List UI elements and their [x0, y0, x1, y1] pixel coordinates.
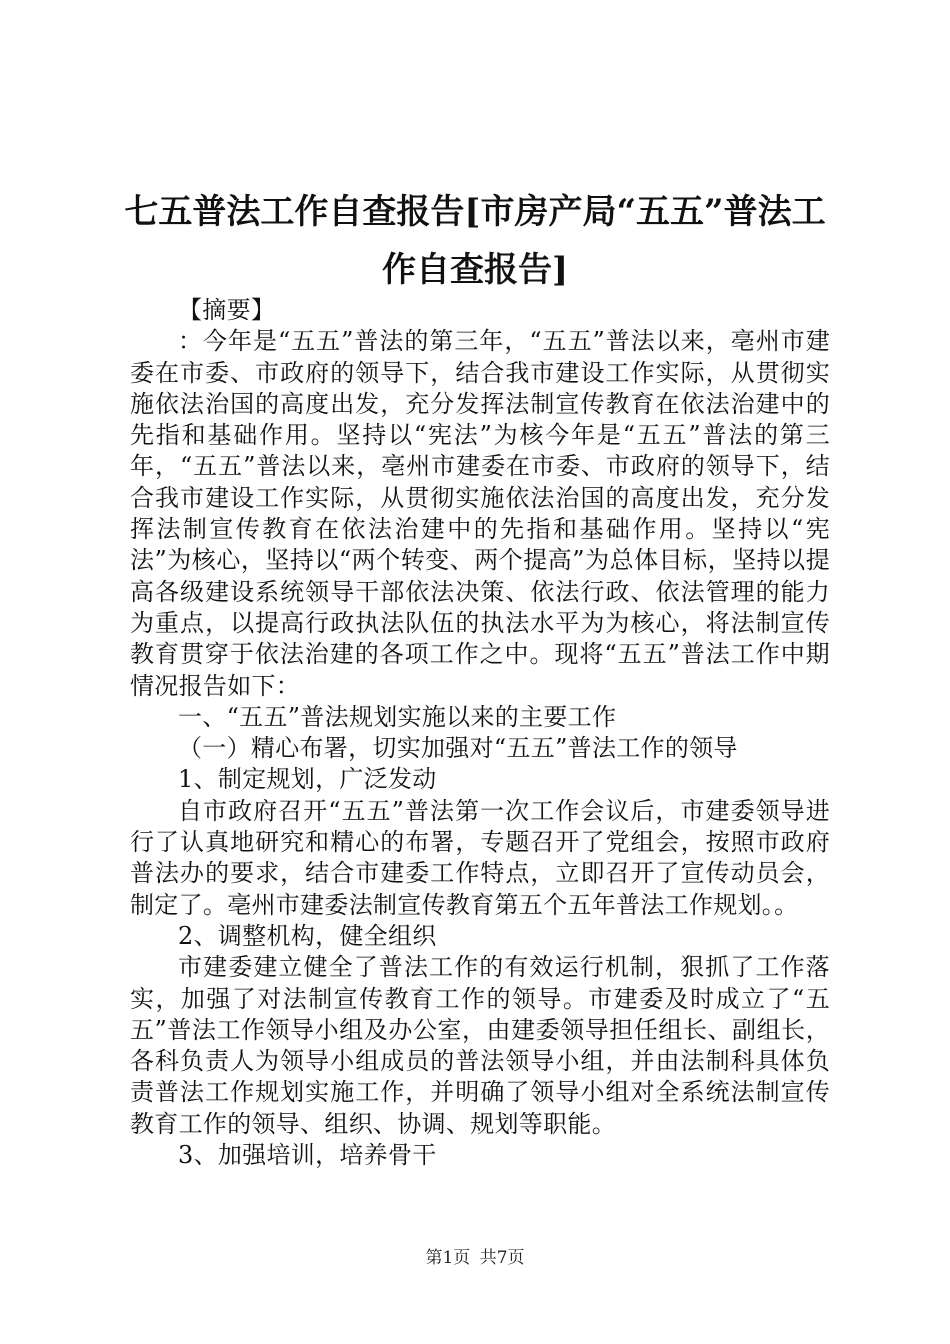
page-total: 共7页 — [479, 1248, 525, 1268]
document-title: 七五普法工作自查报告[市房产局“五五”普法工作自查报告] — [124, 192, 826, 290]
paragraph-planning: 自市政府召开“五五”普法第一次工作会议后，市建委领导进行了认真地研究和精心的布署，专题召开了党组会，按照市政府普法办的要求，结合市建委工作特点，立即召开了宣传动员会，制定了。亳州市建委法制宣传教育第五个五年普法工作规划。。 — [130, 796, 830, 919]
document-body — [130, 295, 830, 1171]
item-heading-2: 2、调整机构，健全组织 — [178, 921, 437, 950]
item-heading-3: 3、加强培训，培养骨干 — [178, 1141, 437, 1170]
abstract-label: 【摘要】 — [178, 296, 276, 324]
page-number: 第1页 — [425, 1248, 471, 1268]
page-footer — [0, 1243, 950, 1268]
abstract-paragraph: ：今年是“五五”普法的第三年，“五五”普法以来，亳州市建委在市委、市政府的领导下，结合我市建设工作实际，从贯彻实施依法治国的高度出发，充分发挥法制宣传教育在依法治建中的先指和基础作用。坚持以“宪法”为核今年是“五五”普法的第三年，“五五”普法以来，亳州市建委在市委、市政府的领导下，结合我市建设工作实际，从贯彻实施依法治国的高度出发，充分发挥法制宣传教育在依法治建中的先指和基础作用。坚持以“宪法”为核心，坚持以“两个转变、两个提高”为总体目标，坚持以提高各级建设系统领导干部依法决策、依法行政、依法管理的能力为重点，以提高行政执法队伍的执法水平为为核心，将法制宣传教育贯穿于依法治建的各项工作之中。现将“五五”普法工作中期情况报告如下： — [130, 327, 830, 700]
item-heading-1: 1、制定规划，广泛发动 — [178, 765, 437, 794]
subsection-heading-1: （一）精心布署，切实加强对“五五”普法工作的领导 — [178, 734, 738, 763]
paragraph-organization: 市建委建立健全了普法工作的有效运行机制，狠抓了工作落实，加强了对法制宣传教育工作的领导。市建委及时成立了“五五”普法工作领导小组及办公室，由建委领导担任组长、副组长，各科负责人为领导小组成员的普法领导小组，并由法制科具体负责普法工作规划实施工作，并明确了领导小组对全系统法制宣传教育工作的领导、组织、协调、规划等职能。 — [130, 953, 830, 1138]
section-heading-1: 一、“五五”普法规划实施以来的主要工作 — [178, 702, 617, 731]
